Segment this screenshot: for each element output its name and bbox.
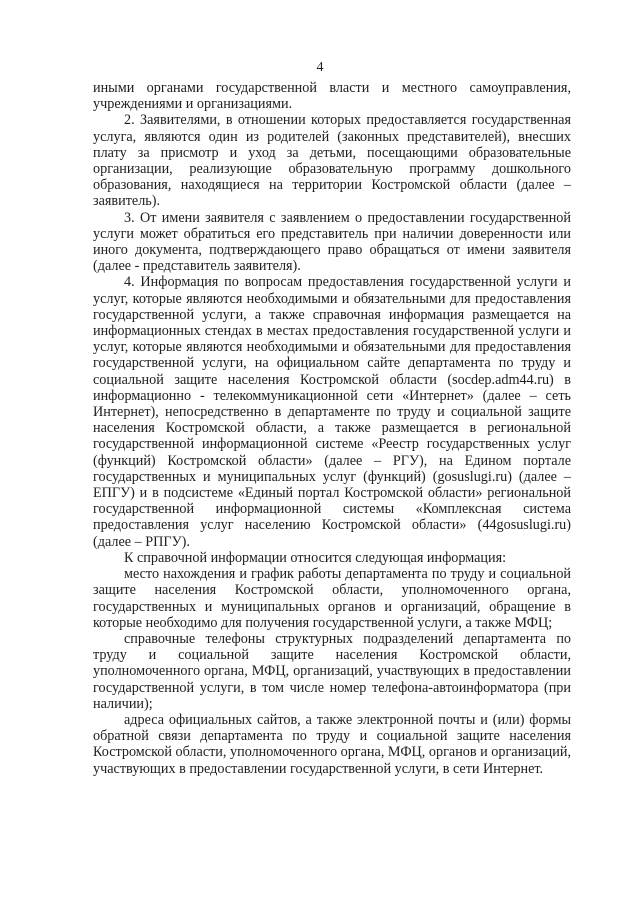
paragraph-location: место нахождения и график работы департамента по труду и социальной защите населения Костромской области, уполномоченного органа, государственных и муниципальных органов и организаций, обращение в которые необходимо для получения государственной услуги, а также МФЦ; — [93, 566, 571, 631]
paragraph-continuation: иными органами государственной власти и местного самоуправления, учреждениями и организациями. — [93, 80, 571, 113]
paragraph-phones: справочные телефоны структурных подразделений департамента по труду и социальной защите населения Костромской области, уполномоченного органа, МФЦ, организаций, участвующих в предоставлении государственной услуги, в том числе номер телефона-автоинформатора (при наличии); — [93, 630, 571, 712]
paragraph-representative: 3. От имени заявителя с заявлением о предоставлении государственной услуги может обратиться его представитель при наличии доверенности или иного документа, подтверждающего право обращаться от имени заявителя (далее - представитель заявителя). — [93, 209, 571, 275]
paragraph-websites: адреса официальных сайтов, а также электронной почты и (или) формы обратной связи департамента по труду и социальной защите населения Костромской области, уполномоченного органа, МФЦ, органов и организаций, участвующих в предоставлении государственной услуги, в сети Интернет. — [93, 711, 571, 777]
paragraph-applicants: 2. Заявителями, в отношении которых предоставляется государственная услуга, являются один из родителей (законных представителей), внесших плату за присмотр и уход за детьми, посещающими образовательные организации, реализующие образовательную программу дошкольного образования, находящиеся на территории Костромской области (далее – заявитель). — [93, 112, 571, 210]
document-body — [93, 80, 571, 777]
paragraph-information: 4. Информация по вопросам предоставления государственной услуги и услуг, которые являются необходимыми и обязательными для предоставления государственной услуги, а также справочная информация размещается на информационных стендах в местах предоставления государственной услуги и услуг, которые являются необходимыми и обязательными для предоставления государственной услуги, на официальном сайте департамента по труду и социальной защите населения Костромской области (socdep.adm44.ru) в информационно - телекоммуникационной сети «Интернет» (далее – сеть Интернет), непосредственно в департаменте по труду и социальной защите населения Костромской области, а также размещается в региональной государственной информационной системе «Реестр государственных услуг (функций) Костромской области» (далее – РГУ), на Едином портале государственных и муниципальных услуг (функций) (gosuslugi.ru) (далее – ЕПГУ) и в подсистеме «Единый портал Костромской области» региональной государственной информационной системы «Комплексная система предоставления услуг населению Костромской области» (44gosuslugi.ru) (далее – РПГУ). — [93, 274, 571, 550]
page-number: 4 — [316, 60, 324, 75]
paragraph-reference-intro: К справочной информации относится следующая информация: — [124, 549, 507, 566]
